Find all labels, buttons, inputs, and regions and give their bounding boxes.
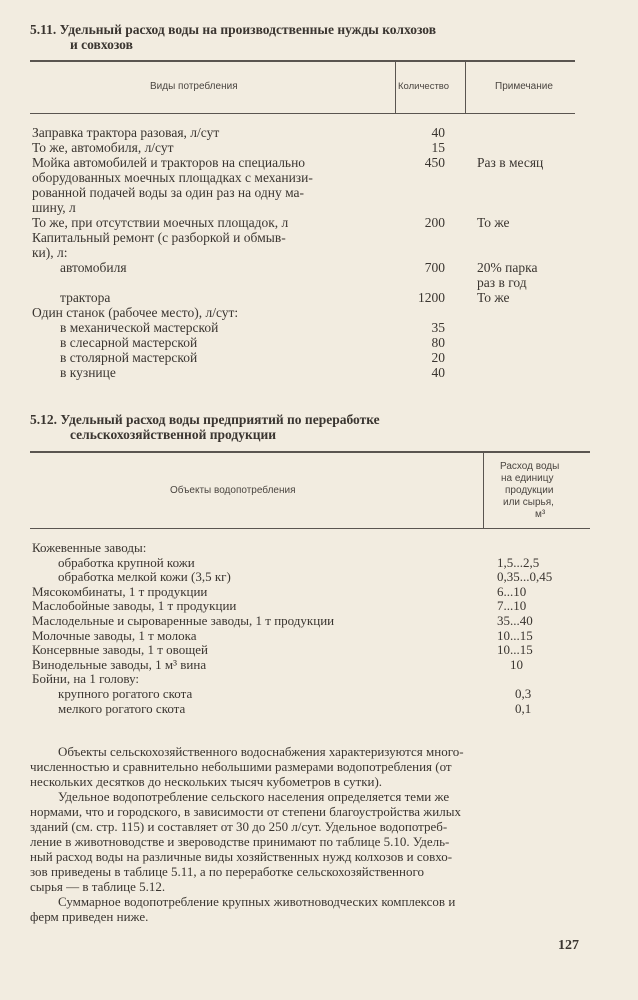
table-512-row-label: Маслодельные и сыроваренные заводы, 1 т продукции [32, 613, 335, 628]
table-511-row-quantity: 1200 [418, 290, 445, 305]
body-text-line: Удельное водопотребление сельского населения определяется теми же [58, 789, 450, 804]
table-512-row-value: 10...15 [497, 642, 533, 658]
table-512-col-divider [483, 451, 484, 528]
table-511-header-consumption: Виды потребления [150, 81, 238, 92]
table-511-row-note: То же [477, 215, 510, 230]
table-512-top-rule [30, 451, 590, 453]
table-511-row-label: в слесарной мастерской [60, 335, 198, 350]
body-text-line: ный расход воды на различные виды хозяйственных нужд колхозов и совхо- [30, 849, 453, 864]
table-511-row-label: То же, автомобиля, л/сут [32, 140, 174, 155]
table-512-header-rate-5: м³ [535, 509, 546, 520]
table-511-row-label: оборудованных моечных площадках с механизи- [32, 170, 313, 185]
table-512-row-label: обработка мелкой кожи (3,5 кг) [58, 569, 231, 585]
table-511-caption-line2: и совхозов [70, 37, 133, 52]
table-511-row-label: рованной подачей воды за один раз на одну ма- [32, 185, 305, 200]
table-511-row-label: То же, при отсутствии моечных площадок, л [32, 215, 289, 230]
table-512-row-label: Мясокомбинаты, 1 т продукции [32, 583, 208, 599]
body-text-line: нескольких десятков до нескольких тысяч кубометров в сутки). [30, 774, 383, 789]
body-text-line: зов приведены в таблице 5.11, а по переработке сельскохозяйственного [30, 864, 424, 879]
table-512-row-label: Маслобойные заводы, 1 т продукции [32, 598, 237, 614]
table-512-caption-line1: 5.12. Удельный расход воды предприятий по переработке [30, 412, 380, 427]
table-512-row-label: крупного рогатого скота [58, 686, 193, 701]
table-511-row-label: шину, л [32, 200, 76, 215]
body-text-line: ление в животноводстве и звероводстве принимают по таблице 5.10. Удель- [30, 834, 450, 849]
table-511-row-quantity: 450 [424, 155, 445, 170]
table-512-row-value: 0,1 [515, 700, 532, 716]
table-511-row-label: Один станок (рабочее место), л/сут: [32, 305, 239, 320]
table-512-row-value: 1,5...2,5 [497, 554, 540, 570]
body-text-line: Объекты сельскохозяйственного водоснабжения характеризуются много- [58, 744, 464, 759]
table-511-row-label: в механической мастерской [60, 320, 219, 335]
table-511-row-label: Капитальный ремонт (с разборкой и обмыв- [32, 230, 286, 245]
table-511-row-quantity: 40 [431, 365, 445, 380]
table-512-row-value: 0,3 [515, 686, 532, 701]
body-text-line: ферм приведен ниже. [30, 909, 149, 924]
table-511-header-rule [30, 113, 575, 114]
table-512-row-label: Бойни, на 1 голову: [32, 671, 140, 687]
table-511-col-divider-2 [465, 60, 466, 113]
table-511-row-label: ки), л: [32, 245, 68, 260]
table-512-row-label: Консервные заводы, 1 т овощей [32, 642, 208, 658]
table-511-row-label: Мойка автомобилей и тракторов на специально [32, 155, 306, 170]
table-511-row-label: Заправка трактора разовая, л/сут [32, 125, 220, 140]
page-number: 127 [558, 938, 579, 953]
table-512-row-value: 0,35...0,45 [497, 569, 553, 585]
table-511-header-note: Примечание [495, 81, 553, 92]
table-511-row-quantity: 200 [424, 215, 445, 230]
table-511-row-note: То же [477, 290, 510, 305]
table-512-row-value: 10...15 [497, 627, 533, 643]
table-512-row-value: 35...40 [497, 613, 533, 628]
table-512-header-rate-3: продукции [505, 485, 554, 496]
table-511-row-quantity: 15 [431, 140, 445, 155]
table-512-row-label: Молочные заводы, 1 т молока [32, 627, 197, 643]
table-511-row-label: автомобиля [60, 260, 127, 275]
table-511-row-quantity: 40 [431, 125, 445, 140]
table-511-row-quantity: 80 [431, 335, 445, 350]
body-text-line: нормами, что и городского, в зависимости от степени благоустройства жилых [30, 804, 461, 819]
table-512-row-label: мелкого рогатого скота [58, 700, 186, 716]
table-512-header-rule [30, 528, 590, 529]
table-512-row-value: 7...10 [497, 598, 527, 614]
table-511-row-quantity: 700 [424, 260, 445, 275]
table-511-row-quantity: 20 [431, 350, 445, 365]
table-511-row-quantity: 35 [431, 320, 445, 335]
table-511-row-label: трактора [60, 290, 111, 305]
table-511-row-label: в столярной мастерской [60, 350, 198, 365]
table-511-row-note: 20% парка [477, 260, 538, 275]
table-512-row-label: Кожевенные заводы: [32, 540, 147, 555]
table-512-header-objects: Объекты водопотребления [170, 485, 296, 496]
table-512-header-rate-4: или сырья, [503, 497, 554, 508]
body-text-line: сырья — в таблице 5.12. [30, 879, 166, 894]
table-512-row-label: обработка крупной кожи [58, 554, 195, 570]
table-512-header-rate-1: Расход воды [500, 461, 560, 472]
table-511-row-label: в кузнице [60, 365, 116, 380]
table-511-caption-line1: 5.11. Удельный расход воды на производственные нужды колхозов [30, 22, 436, 37]
table-511-header-quantity: Количество [398, 81, 450, 92]
table-512-row-value: 10 [510, 656, 523, 672]
table-512-row-value: 6...10 [497, 583, 527, 599]
table-511-row-note: Раз в месяц [477, 155, 544, 170]
body-text-line: зданий (см. стр. 115) и составляет от 30 до 250 л/сут. Удельное водопотреб- [30, 819, 448, 834]
body-text-line: Суммарное водопотребление крупных животноводческих комплексов и [58, 894, 456, 909]
table-511-col-divider-1 [395, 60, 396, 113]
table-511-top-rule [30, 60, 575, 62]
table-511-row-note: раз в год [477, 275, 527, 290]
table-512-row-label: Винодельные заводы, 1 м³ вина [32, 656, 207, 672]
table-512-header-rate-2: на единицу [501, 473, 554, 484]
table-512-caption-line2: сельскохозяйственной продукции [70, 427, 277, 442]
body-text-line: численностью и сравнительно небольшими размерами водопотребления (от [30, 759, 452, 774]
